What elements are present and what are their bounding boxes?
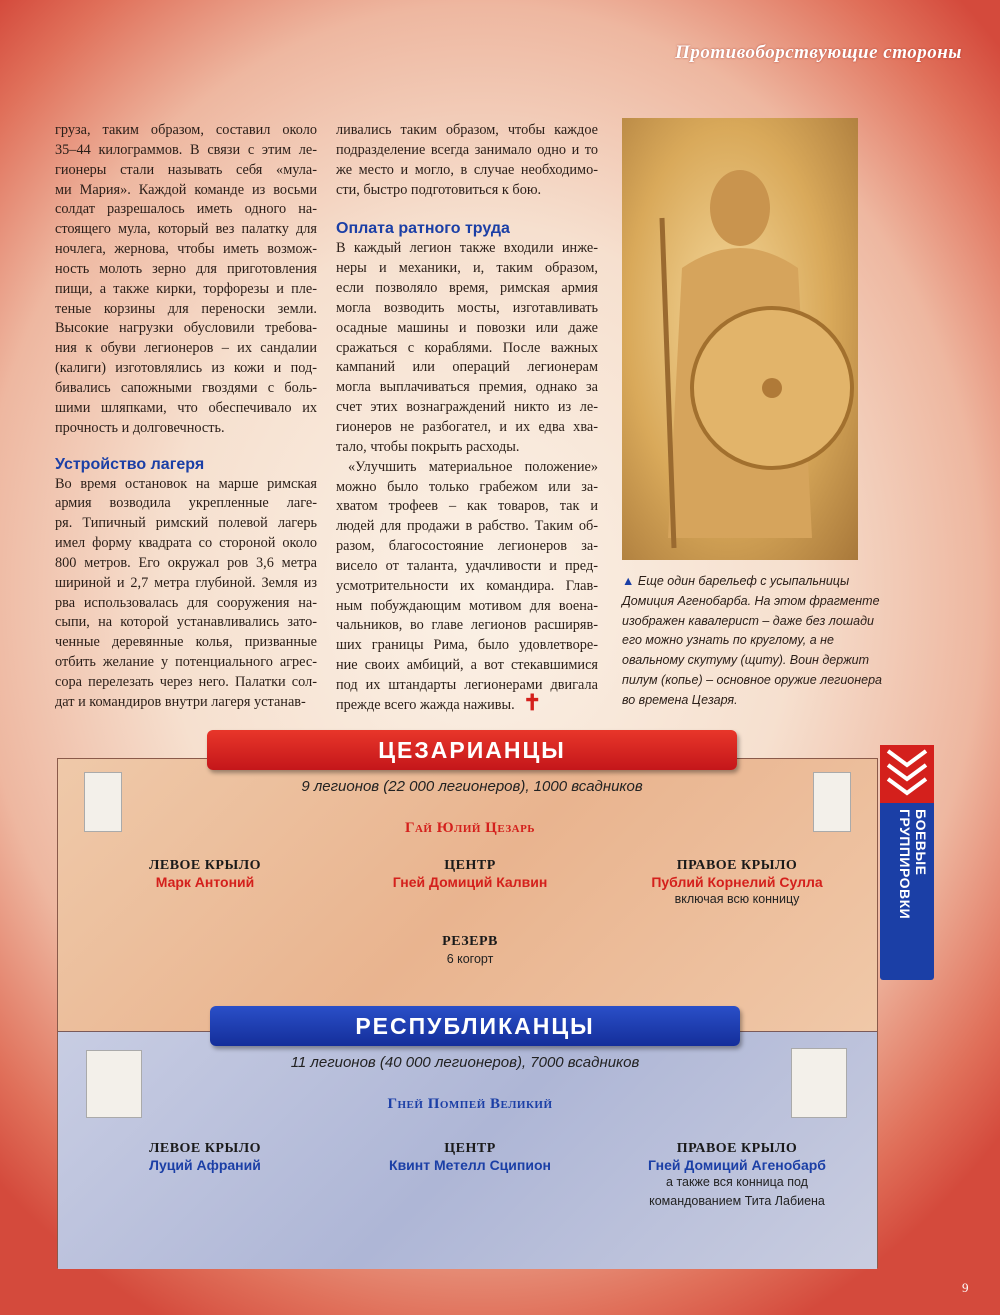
trophy-armor-icon xyxy=(86,1050,142,1118)
text-line: кампаний или операций легионерам xyxy=(336,359,598,376)
wing-label: ПРАВОЕ КРЫЛО xyxy=(676,858,798,873)
text-line: счет этих вознаграждений никто из ле- xyxy=(336,399,598,416)
text-line: шими шляпками, что обеспечивало их xyxy=(55,399,317,416)
text-line: могла возводить мосты, изготавливать xyxy=(336,299,598,316)
caesarians-left-wing xyxy=(100,858,310,890)
triangle-marker-icon: ▲ xyxy=(622,574,635,588)
text-line: Высокие нагрузки обусловили требова- xyxy=(55,320,317,337)
text-line: 800 метров. Его окружал ров 3,6 метра xyxy=(55,554,317,571)
text-line: дат и командиров внутри лагеря устанав- xyxy=(55,693,306,710)
text-line: неры и механики, и, таким образом, xyxy=(336,260,598,277)
wing-note: включая всю конницу xyxy=(674,892,800,906)
text-line: если позволяло время, римская армия xyxy=(336,280,598,297)
section-heading: Устройство лагеря xyxy=(55,455,205,473)
roman-standard-icon xyxy=(84,772,122,832)
text-line: же место и могло, в случае необходимо- xyxy=(336,161,598,178)
side-tab xyxy=(880,745,934,980)
section-heading: Оплата ратного труда xyxy=(336,220,510,238)
wing-label: ЦЕНТР xyxy=(444,1141,496,1156)
republicans-commander: Гней Помпей Великий xyxy=(387,1096,553,1112)
end-mark-icon: ✝ xyxy=(523,690,542,715)
text-line: рва использовалась для сооружения на- xyxy=(55,594,317,611)
caesarians-banner: ЦЕЗАРИАНЦЫ xyxy=(207,730,737,770)
text-line: подразделение всегда занимало одно и то xyxy=(336,141,598,158)
republicans-banner: РЕСПУБЛИКАНЦЫ xyxy=(210,1006,740,1046)
text-line: висело от таланта, удачливости и пред- xyxy=(336,557,598,574)
text-line: отбить желание у потенциального агрес- xyxy=(55,654,317,671)
text-line: «Улучшить материальное положение» xyxy=(348,458,598,475)
text-line: армия возводила укрепленные лаге- xyxy=(55,495,317,512)
text-line: (калиги) изготовлялись из кожи и под- xyxy=(55,360,317,377)
text-line: сыпи, на которой устанавливались зато- xyxy=(55,614,317,631)
text-line: гионеров не разбогател, и их едва хва- xyxy=(336,418,598,435)
commander-name: Публий Корнелий Сулла xyxy=(651,874,823,890)
text-line: сражаться с кораблями. После важных xyxy=(336,339,598,356)
republicans-left-wing xyxy=(100,1141,310,1173)
caesarians-forces: 9 легионов (22 000 легионеров), 1000 всадников xyxy=(301,778,643,795)
text-line: солдат разрешалось иметь одного на- xyxy=(55,201,317,218)
text-line: разом, благосостояние легионеров за- xyxy=(336,538,598,555)
text-line: 35–44 килограммов. В связи с этим ле- xyxy=(55,141,317,158)
commander-name: Марк Антоний xyxy=(155,874,255,890)
text-line: ших границы Рима, было удовлетворе- xyxy=(336,637,598,654)
chevron-icon xyxy=(880,745,934,803)
wing-label: ЦЕНТР xyxy=(444,858,496,873)
caption-text: Еще один барельеф с усыпальницы Домиция Агенобарба. На этом фрагменте изображен кавалерист – даже без лошади его можно узнать по круглому, а не овальному скутуму (щиту). Воин держит пилум (копье) – основное оружие легионера во времена Цезаря. xyxy=(622,574,882,707)
photo-caption xyxy=(622,572,884,711)
republicans-center xyxy=(340,1141,600,1173)
text-line: ливались таким образом, чтобы каждое xyxy=(336,122,598,138)
text-line: хватом трофеев – как товаров, так и xyxy=(336,498,598,515)
wing-label: ЛЕВОЕ КРЫЛО xyxy=(148,1141,262,1156)
side-tab-label: БОЕВЫЕ ГРУППИРОВКИ xyxy=(897,809,929,920)
text-line: ря. Типичный римский полевой лагерь xyxy=(55,515,317,532)
text-line: под их штандарты легионерами двигала xyxy=(336,676,598,693)
text-line: ным побуждающим мотивом для военa- xyxy=(336,597,598,614)
text-line: тало, чтобы покрыть расходы. xyxy=(336,438,520,455)
text-line: могла выплачиваться премия, однако за xyxy=(336,379,598,396)
wing-label: ПРАВОЕ КРЫЛО xyxy=(676,1141,798,1156)
text-line: ченные деревянные колья, призванные xyxy=(55,634,317,651)
text-line: Во время остановок на марше римская xyxy=(55,475,317,492)
text-line: груза, таким образом, составил около xyxy=(55,122,317,138)
text-line: ночлега, жернова, чтобы иметь возмож- xyxy=(55,241,317,258)
commander-name: Квинт Метелл Сципион xyxy=(389,1157,551,1173)
republicans-forces: 11 легионов (40 000 легионеров), 7000 всадников xyxy=(290,1054,640,1071)
wing-label: ЛЕВОЕ КРЫЛО xyxy=(148,858,262,873)
text-line: можно было только грабежом или за- xyxy=(336,478,598,495)
text-line: стоящего мула, который вез палатку для xyxy=(55,221,317,238)
text-line: имел форму квадрата со стороной около xyxy=(55,535,317,552)
caesarians-reserve xyxy=(390,934,550,969)
bas-relief-image xyxy=(622,118,858,560)
text-column-2 xyxy=(336,121,598,716)
section-title: Противоборствующие стороны xyxy=(675,42,962,63)
text-line: осадные машины и повозки или даже xyxy=(336,319,598,336)
text-line: сора перелезать через него. Палатки сол- xyxy=(55,673,317,690)
text-line: ми Мария». Каждой команде из восьми xyxy=(55,181,317,198)
caesarians-center xyxy=(340,858,600,890)
text-line: сти, быстро подготовиться к бою. xyxy=(336,181,542,198)
text-line: пищи, а также кирки, торфорезы и пле- xyxy=(55,280,317,297)
text-line: теные корзины для переноски земли. xyxy=(55,300,317,317)
text-line: ния к обуви легионеров – их сандалии xyxy=(55,340,317,357)
commander-name: Гней Домиций Агенобарб xyxy=(648,1157,826,1173)
wing-note: командованием Тита Лабиена xyxy=(649,1194,825,1208)
text-line: прочность и долговечность. xyxy=(55,419,225,436)
trophy-armor-icon xyxy=(791,1048,847,1118)
text-line: людей для продажи в рабство. Таким об- xyxy=(336,518,598,535)
page-number: 9 xyxy=(962,1280,969,1295)
reserve-label: РЕЗЕРВ xyxy=(442,934,498,949)
commander-name: Луций Афраний xyxy=(149,1157,261,1173)
text-line: В каждый легион также входили инже- xyxy=(336,240,598,257)
caesarians-commander: Гай Юлий Цезарь xyxy=(404,820,536,836)
text-line: бивались сапожными гвоздями с боль- xyxy=(55,379,317,396)
commander-name: Гней Домиций Калвин xyxy=(392,874,548,890)
text-line: чальников, во главе легионов расширяв- xyxy=(336,617,598,634)
wing-note: а также вся конница под xyxy=(666,1175,808,1189)
text-line: шириной и 2,7 метра глубиной. Земля из xyxy=(55,574,317,591)
text-column-1 xyxy=(55,121,317,713)
text-line: прежде всего жажда наживы. xyxy=(336,696,515,713)
text-line: гионеры стали называть себя «мула- xyxy=(55,161,317,178)
text-line: ние своих амбиций, а вот стекавшимися xyxy=(336,657,598,674)
text-line: ность молоть зерно для приготовления xyxy=(55,260,317,277)
republicans-right-wing xyxy=(612,1141,862,1211)
roman-standard-icon xyxy=(813,772,851,832)
text-line: усмотрительности их командира. Глав- xyxy=(336,577,598,594)
caesarians-right-wing xyxy=(612,858,862,909)
reserve-note: 6 когорт xyxy=(446,952,494,966)
